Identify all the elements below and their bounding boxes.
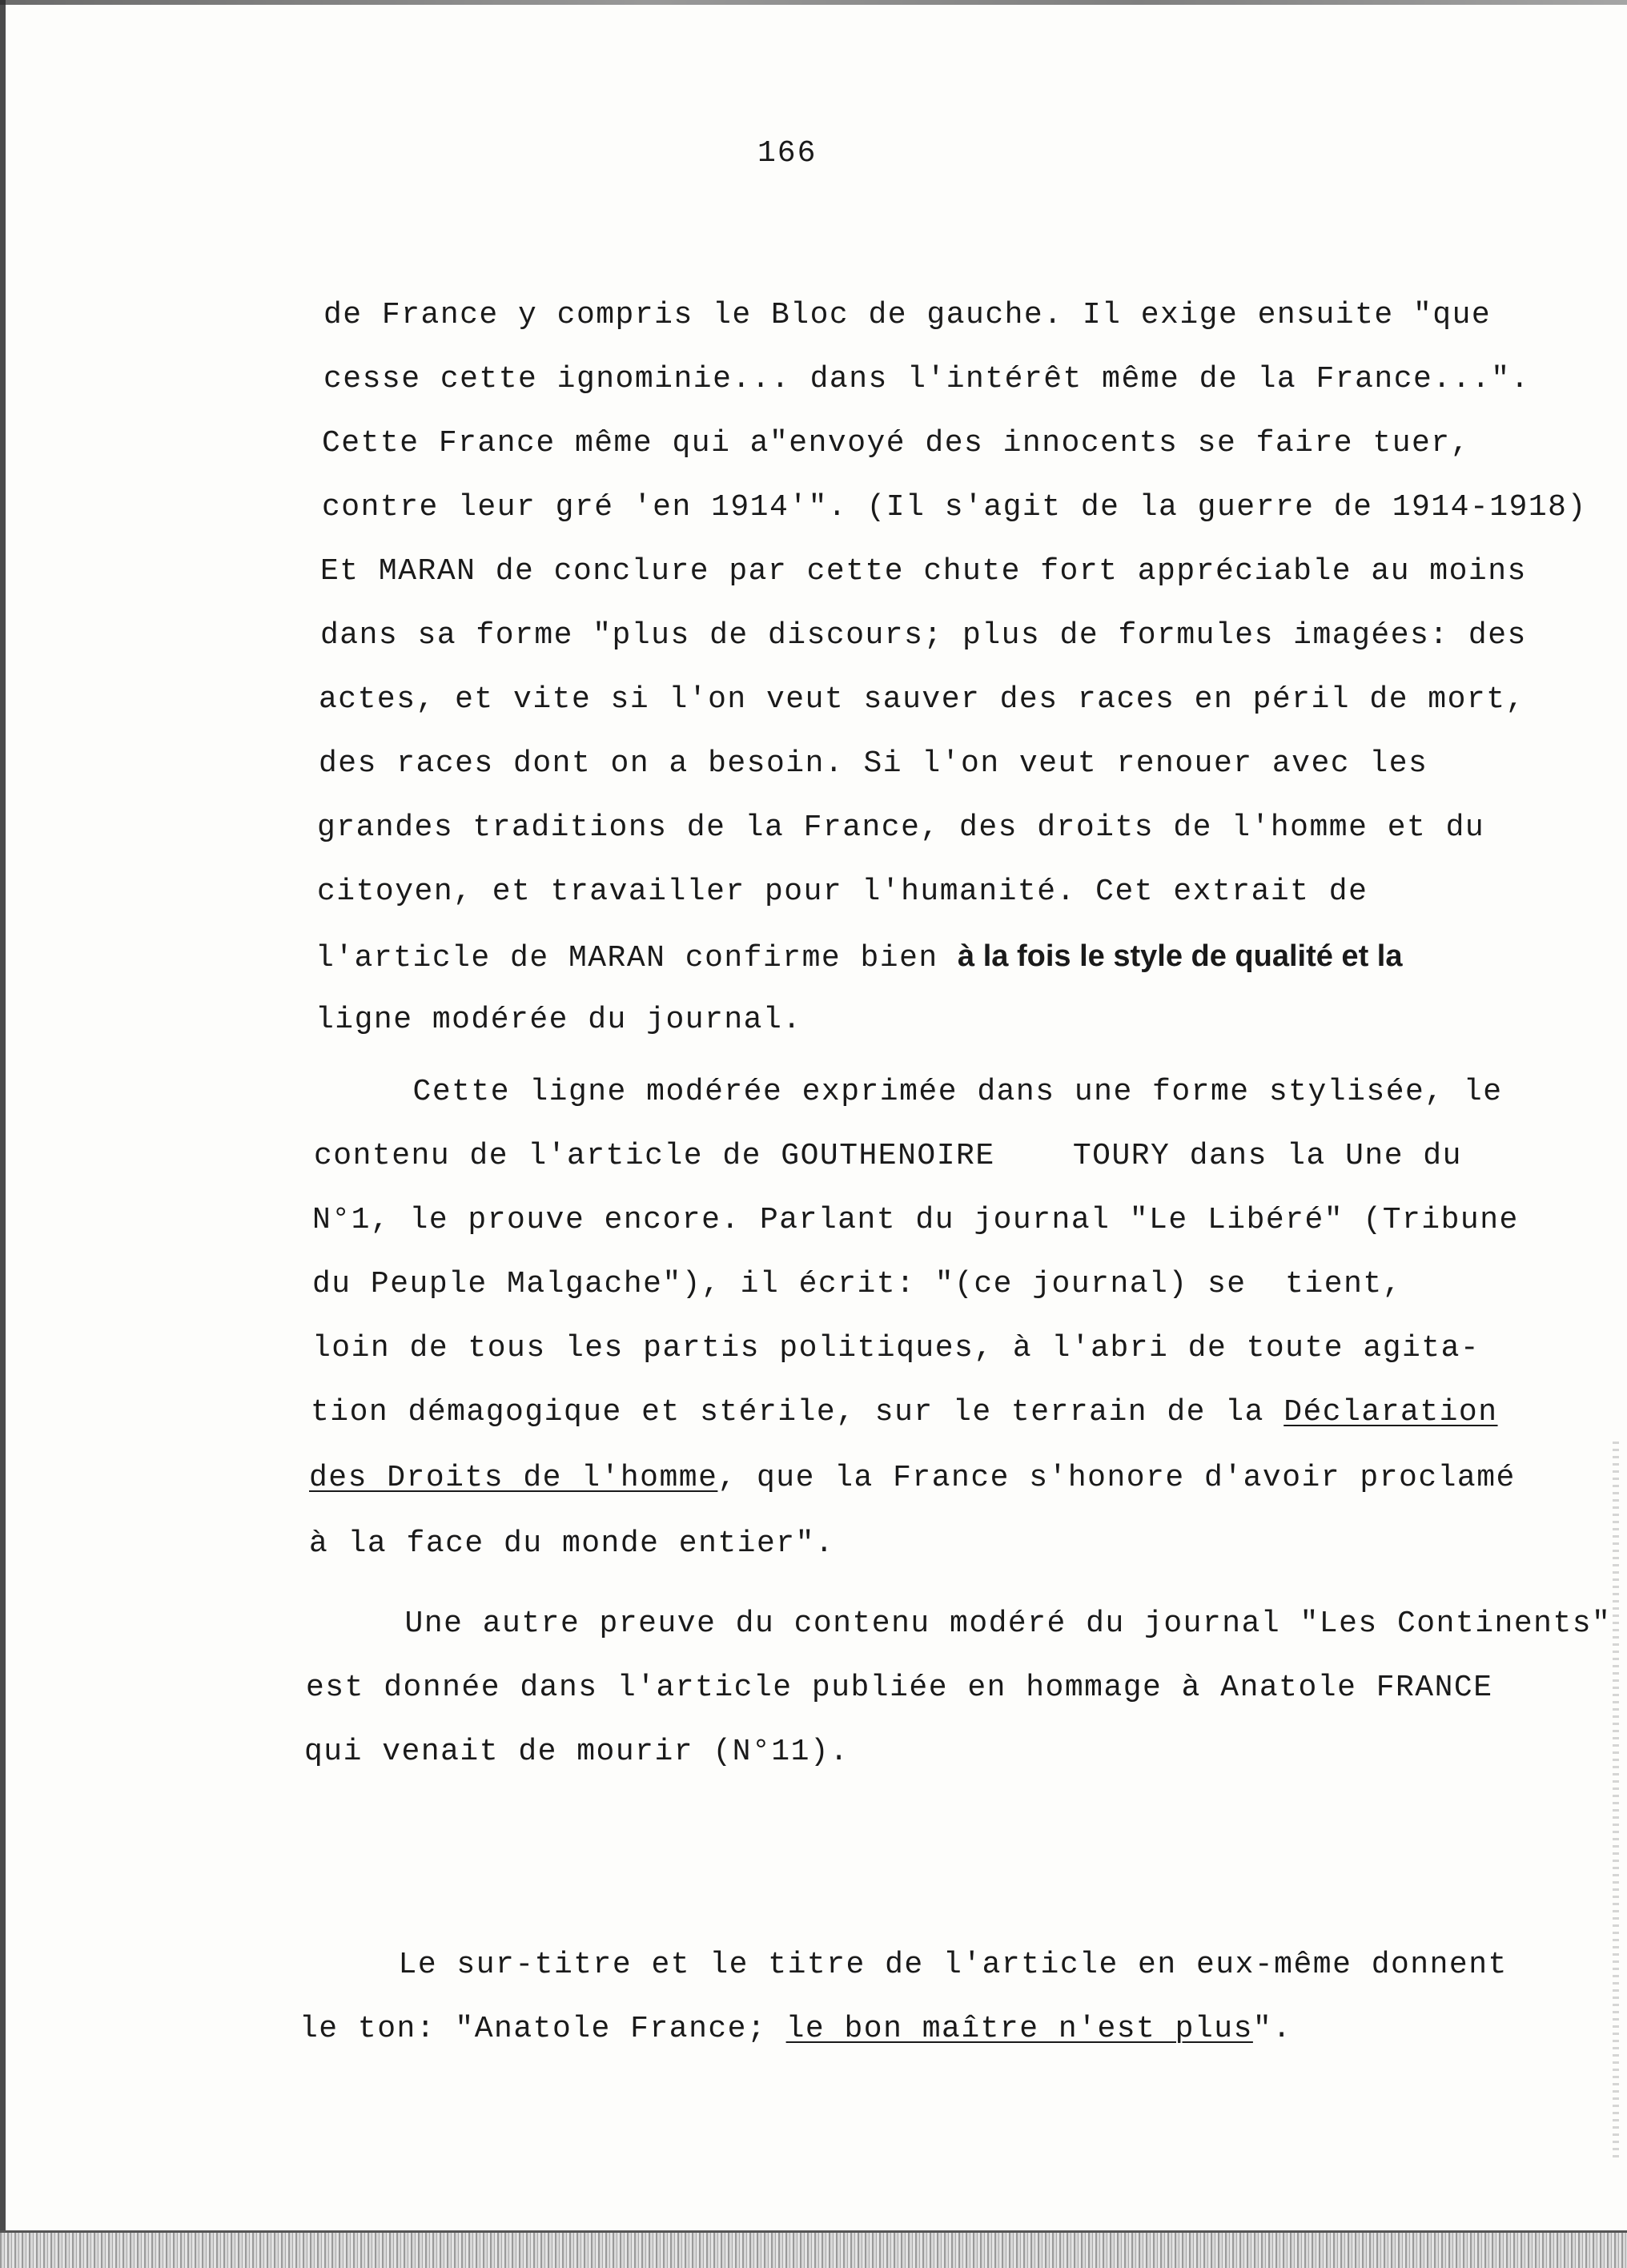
text-line: grandes traditions de la France, des droits de l'homme et du xyxy=(317,810,1485,845)
text-segment: le ton: "Anatole France; xyxy=(299,2012,786,2046)
text-line: loin de tous les partis politiques, à l'abri de toute agita- xyxy=(312,1331,1480,1365)
text-line: actes, et vite si l'on veut sauver des races en péril de mort, xyxy=(319,682,1525,717)
text-segment: l'article de MARAN confirme bien xyxy=(315,941,958,975)
underlined-text-segment: des Droits de l'homme xyxy=(309,1461,718,1495)
text-line: qui venait de mourir (N°11). xyxy=(304,1735,850,1769)
text-line: cesse cette ignominie... dans l'intérêt même de la France...". xyxy=(323,362,1530,396)
text-line: à la face du monde entier". xyxy=(309,1526,835,1561)
bold-text-segment: à la fois le style de qualité et la xyxy=(958,939,1403,973)
text-line: des races dont on a besoin. Si l'on veut renouer avec les xyxy=(319,746,1428,781)
scan-edge-left xyxy=(0,0,6,2268)
text-line: contenu de l'article de GOUTHENOIRE TOURY dans la Une du xyxy=(314,1139,1462,1173)
page-number: 166 xyxy=(757,136,818,171)
text-segment: ". xyxy=(1252,2012,1292,2046)
text-line: citoyen, et travailler pour l'humanité. Cet extrait de xyxy=(317,875,1368,909)
text-line: du Peuple Malgache"), il écrit: "(ce journal) se tient, xyxy=(312,1267,1403,1301)
text-line: Le sur-titre et le titre de l'article en eux-même donnent xyxy=(301,1948,1508,1982)
text-line: Une autre preuve du contenu modéré du journal "Les Continents" xyxy=(307,1606,1612,1641)
text-line xyxy=(315,937,1402,978)
text-line: Cette France même qui a"envoyé des innocents se faire tuer, xyxy=(322,426,1470,460)
text-segment: , que la France s'honore d'avoir proclamé xyxy=(717,1461,1516,1495)
scan-edge-right xyxy=(1613,1442,1619,2162)
underlined-text-segment: le bon maître n'est plus xyxy=(785,2012,1253,2046)
text-line: contre leur gré 'en 1914'". (Il s'agit de la guerre de 1914-1918) xyxy=(322,490,1587,525)
text-line: de France y compris le Bloc de gauche. Il exige ensuite "que xyxy=(323,298,1492,332)
scan-edge-bottom xyxy=(0,2230,1627,2268)
scan-edge-top xyxy=(0,0,1627,5)
text-line: N°1, le prouve encore. Parlant du journal "Le Libéré" (Tribune xyxy=(312,1203,1519,1237)
text-segment: tion démagogique et stérile, sur le terrain de la xyxy=(311,1395,1284,1430)
text-line xyxy=(309,1459,1516,1498)
text-line: dans sa forme "plus de discours; plus de formules imagées: des xyxy=(320,618,1527,653)
text-line: ligne modérée du journal. xyxy=(315,1003,802,1037)
text-line xyxy=(299,2010,1292,2049)
text-line: Cette ligne modérée exprimée dans une forme stylisée, le xyxy=(315,1075,1503,1109)
text-line: est donnée dans l'article publiée en hommage à Anatole FRANCE xyxy=(306,1671,1493,1705)
text-line xyxy=(311,1393,1498,1432)
text-line: Et MARAN de conclure par cette chute fort appréciable au moins xyxy=(320,554,1527,589)
underlined-text-segment: Déclaration xyxy=(1284,1395,1498,1430)
